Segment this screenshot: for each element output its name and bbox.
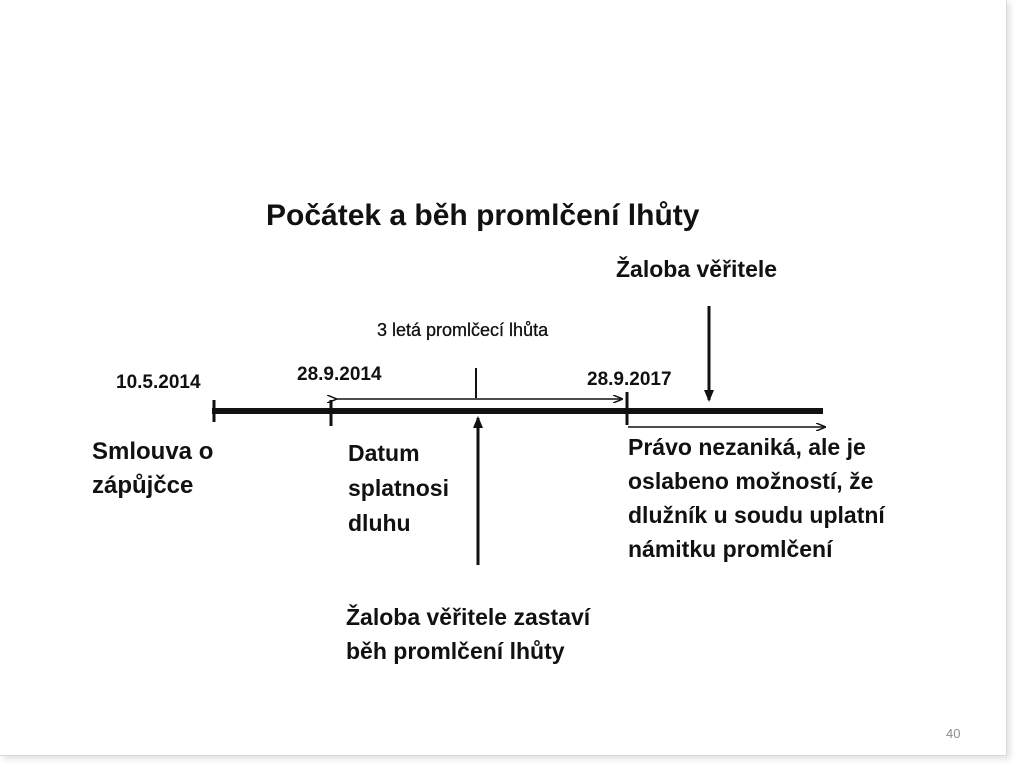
event-after-expiry-line: námitku promlčení [628, 536, 833, 562]
page-title: Počátek a běh promlčení lhůty [266, 199, 700, 232]
event-suspension-line: běh promlčení lhůty [346, 638, 565, 664]
event-due-date [348, 436, 449, 541]
date-due: 28.9.2014 [297, 364, 382, 385]
event-contract-line: zápůjčce [92, 472, 194, 499]
event-after-expiry-line: dlužník u soudu uplatní [628, 502, 885, 528]
event-after-expiry-line: oslabeno možností, že [628, 468, 874, 494]
page-number: 40 [946, 726, 961, 741]
event-after-expiry-line: Právo nezaniká, ale je [628, 434, 866, 460]
event-after-expiry [628, 430, 885, 566]
event-due-line: splatnosi [348, 475, 449, 501]
date-end: 28.9.2017 [587, 369, 672, 390]
event-contract [92, 435, 213, 503]
date-contract: 10.5.2014 [116, 372, 201, 393]
limitation-period-label: 3 letá promlčecí lhůta [377, 320, 549, 340]
event-due-line: Datum [348, 440, 420, 466]
creditor-lawsuit-label: Žaloba věřitele [616, 256, 778, 282]
event-due-line: dluhu [348, 510, 411, 536]
event-suspension-line: Žaloba věřitele zastaví [346, 604, 591, 630]
event-suspension [346, 600, 590, 668]
event-contract-line: Smlouva o [92, 438, 214, 465]
